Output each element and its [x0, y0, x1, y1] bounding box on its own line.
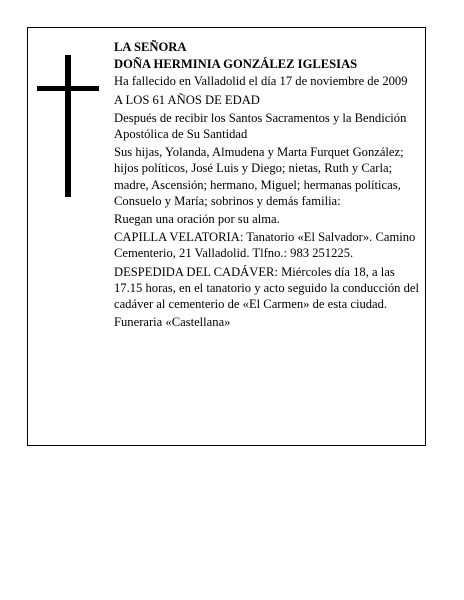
family-members: Sus hijas, Yolanda, Almudena y Marta Furquet González; hijos políticos, José Luis y Diego; nietas, Ruth y Carla; madre, Ascensión; hermano, Miguel; hermanas políticas, Consuelo y María; sobrinos y demás familia:: [114, 145, 404, 208]
cross-vertical-bar: [65, 55, 71, 197]
funeral-home: Funeraria «Castellana»: [114, 315, 231, 330]
wake-chapel-info: CAPILLA VELATORIA: Tanatorio «El Salvador». Camino Cementerio, 21 Valladolid. Tlfno.: 983 251225.: [114, 230, 416, 261]
latin-cross-icon: [37, 55, 99, 197]
deceased-name: DOÑA HERMINIA GONZÁLEZ IGLESIAS: [114, 57, 358, 72]
age-at-death: A LOS 61 AÑOS DE EDAD: [114, 92, 260, 107]
prayer-request: Ruegan una oración por su alma.: [114, 212, 280, 227]
farewell-info: DESPEDIDA DEL CADÁVER: Miércoles día 18, a las 17.15 horas, en el tanatorio y acto seguido la conducción del cadáver al cementerio de «El Carmen» de esta ciudad.: [114, 264, 419, 312]
sacraments-statement: Después de recibir los Santos Sacramentos y la Bendición Apostólica de Su Santidad: [114, 110, 407, 142]
death-info: Ha fallecido en Valladolid el día 17 de noviembre de 2009: [114, 74, 408, 89]
obituary-text: [114, 39, 422, 332]
cross-horizontal-bar: [37, 86, 99, 91]
notice-title: LA SEÑORA: [114, 40, 187, 54]
